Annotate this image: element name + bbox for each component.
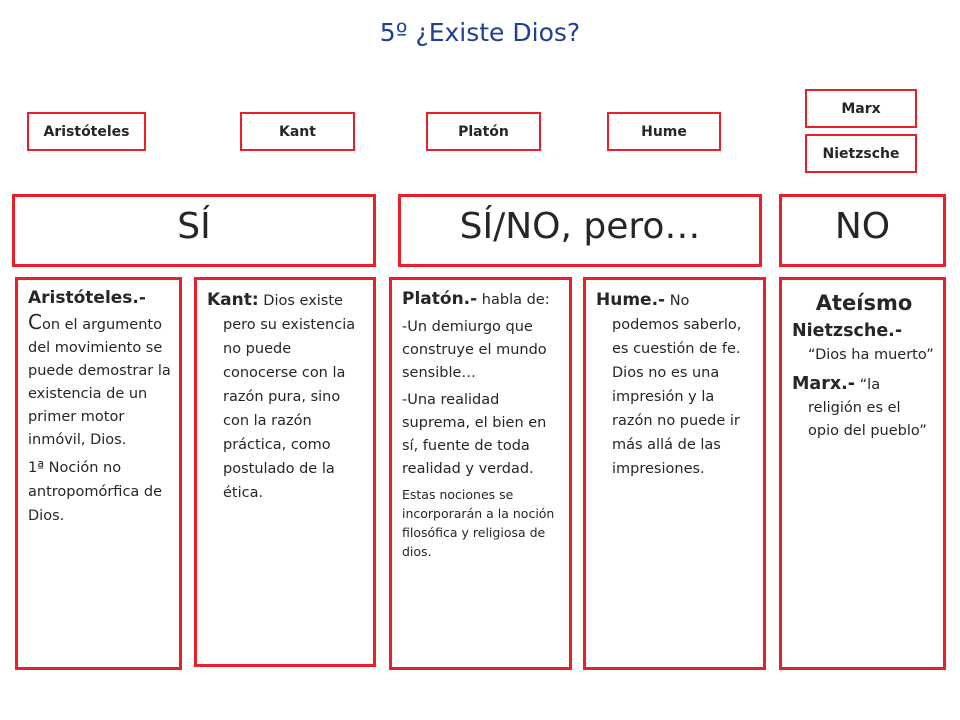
category-si-no-label: SÍ/NO, pero… (459, 206, 701, 247)
category-si-no (398, 194, 762, 267)
kant-heading: Kant: (207, 290, 259, 310)
category-no (779, 194, 946, 267)
aristoteles-initial: C (28, 310, 42, 334)
tag-platon: Platón (426, 112, 541, 151)
platon-intro: habla de: (481, 292, 550, 308)
hume-heading: Hume.- (596, 290, 666, 310)
kant-box (194, 277, 376, 667)
aristoteles-text: on el argumento del movimiento se puede demostrar la existencia de un primer motor inmóvil, Dios. (28, 317, 171, 448)
page-title: 5º ¿Existe Dios? (379, 18, 581, 47)
category-si-label: SÍ (177, 206, 211, 247)
category-no-label: NO (834, 206, 891, 247)
ateismo-heading: Ateísmo (815, 291, 913, 315)
hume-text: No podemos saberlo, es cuestión de fe. Dios no es una impresión y la razón no puede ir más allá de las impresiones. (612, 293, 742, 477)
aristoteles-box (15, 277, 182, 670)
tag-nietzsche: Nietzsche (805, 134, 917, 173)
platon-item-1: -Un demiurgo que construye el mundo sensible… (402, 319, 547, 381)
marx-heading: Marx.- (792, 374, 856, 394)
aristoteles-note: 1ª Noción no antropomórfica de Dios. (28, 460, 163, 524)
hume-box (583, 277, 766, 670)
nietzsche-heading: Nietzsche.- (792, 321, 903, 341)
kant-text: Dios existe pero su existencia no puede conocerse con la razón pura, sino con la razón práctica, como postulado de la ética. (223, 293, 356, 501)
platon-box (389, 277, 572, 670)
category-si (12, 194, 376, 267)
tag-marx: Marx (805, 89, 917, 128)
nietzsche-quote: “Dios ha muerto” (808, 347, 934, 363)
tag-hume: Hume (607, 112, 721, 151)
tag-aristoteles: Aristóteles (27, 112, 146, 151)
platon-heading: Platón.- (402, 289, 478, 309)
ateismo-box (779, 277, 946, 670)
marx-quote: “la religión es el opio del pueblo” (808, 377, 927, 439)
tag-kant: Kant (240, 112, 355, 151)
platon-note: Estas nociones se incorporarán a la noción filosófica y religiosa de dios. (402, 487, 555, 559)
aristoteles-heading: Aristóteles.- (28, 288, 146, 308)
platon-item-2: -Una realidad suprema, el bien en sí, fuente de toda realidad y verdad. (402, 392, 547, 477)
